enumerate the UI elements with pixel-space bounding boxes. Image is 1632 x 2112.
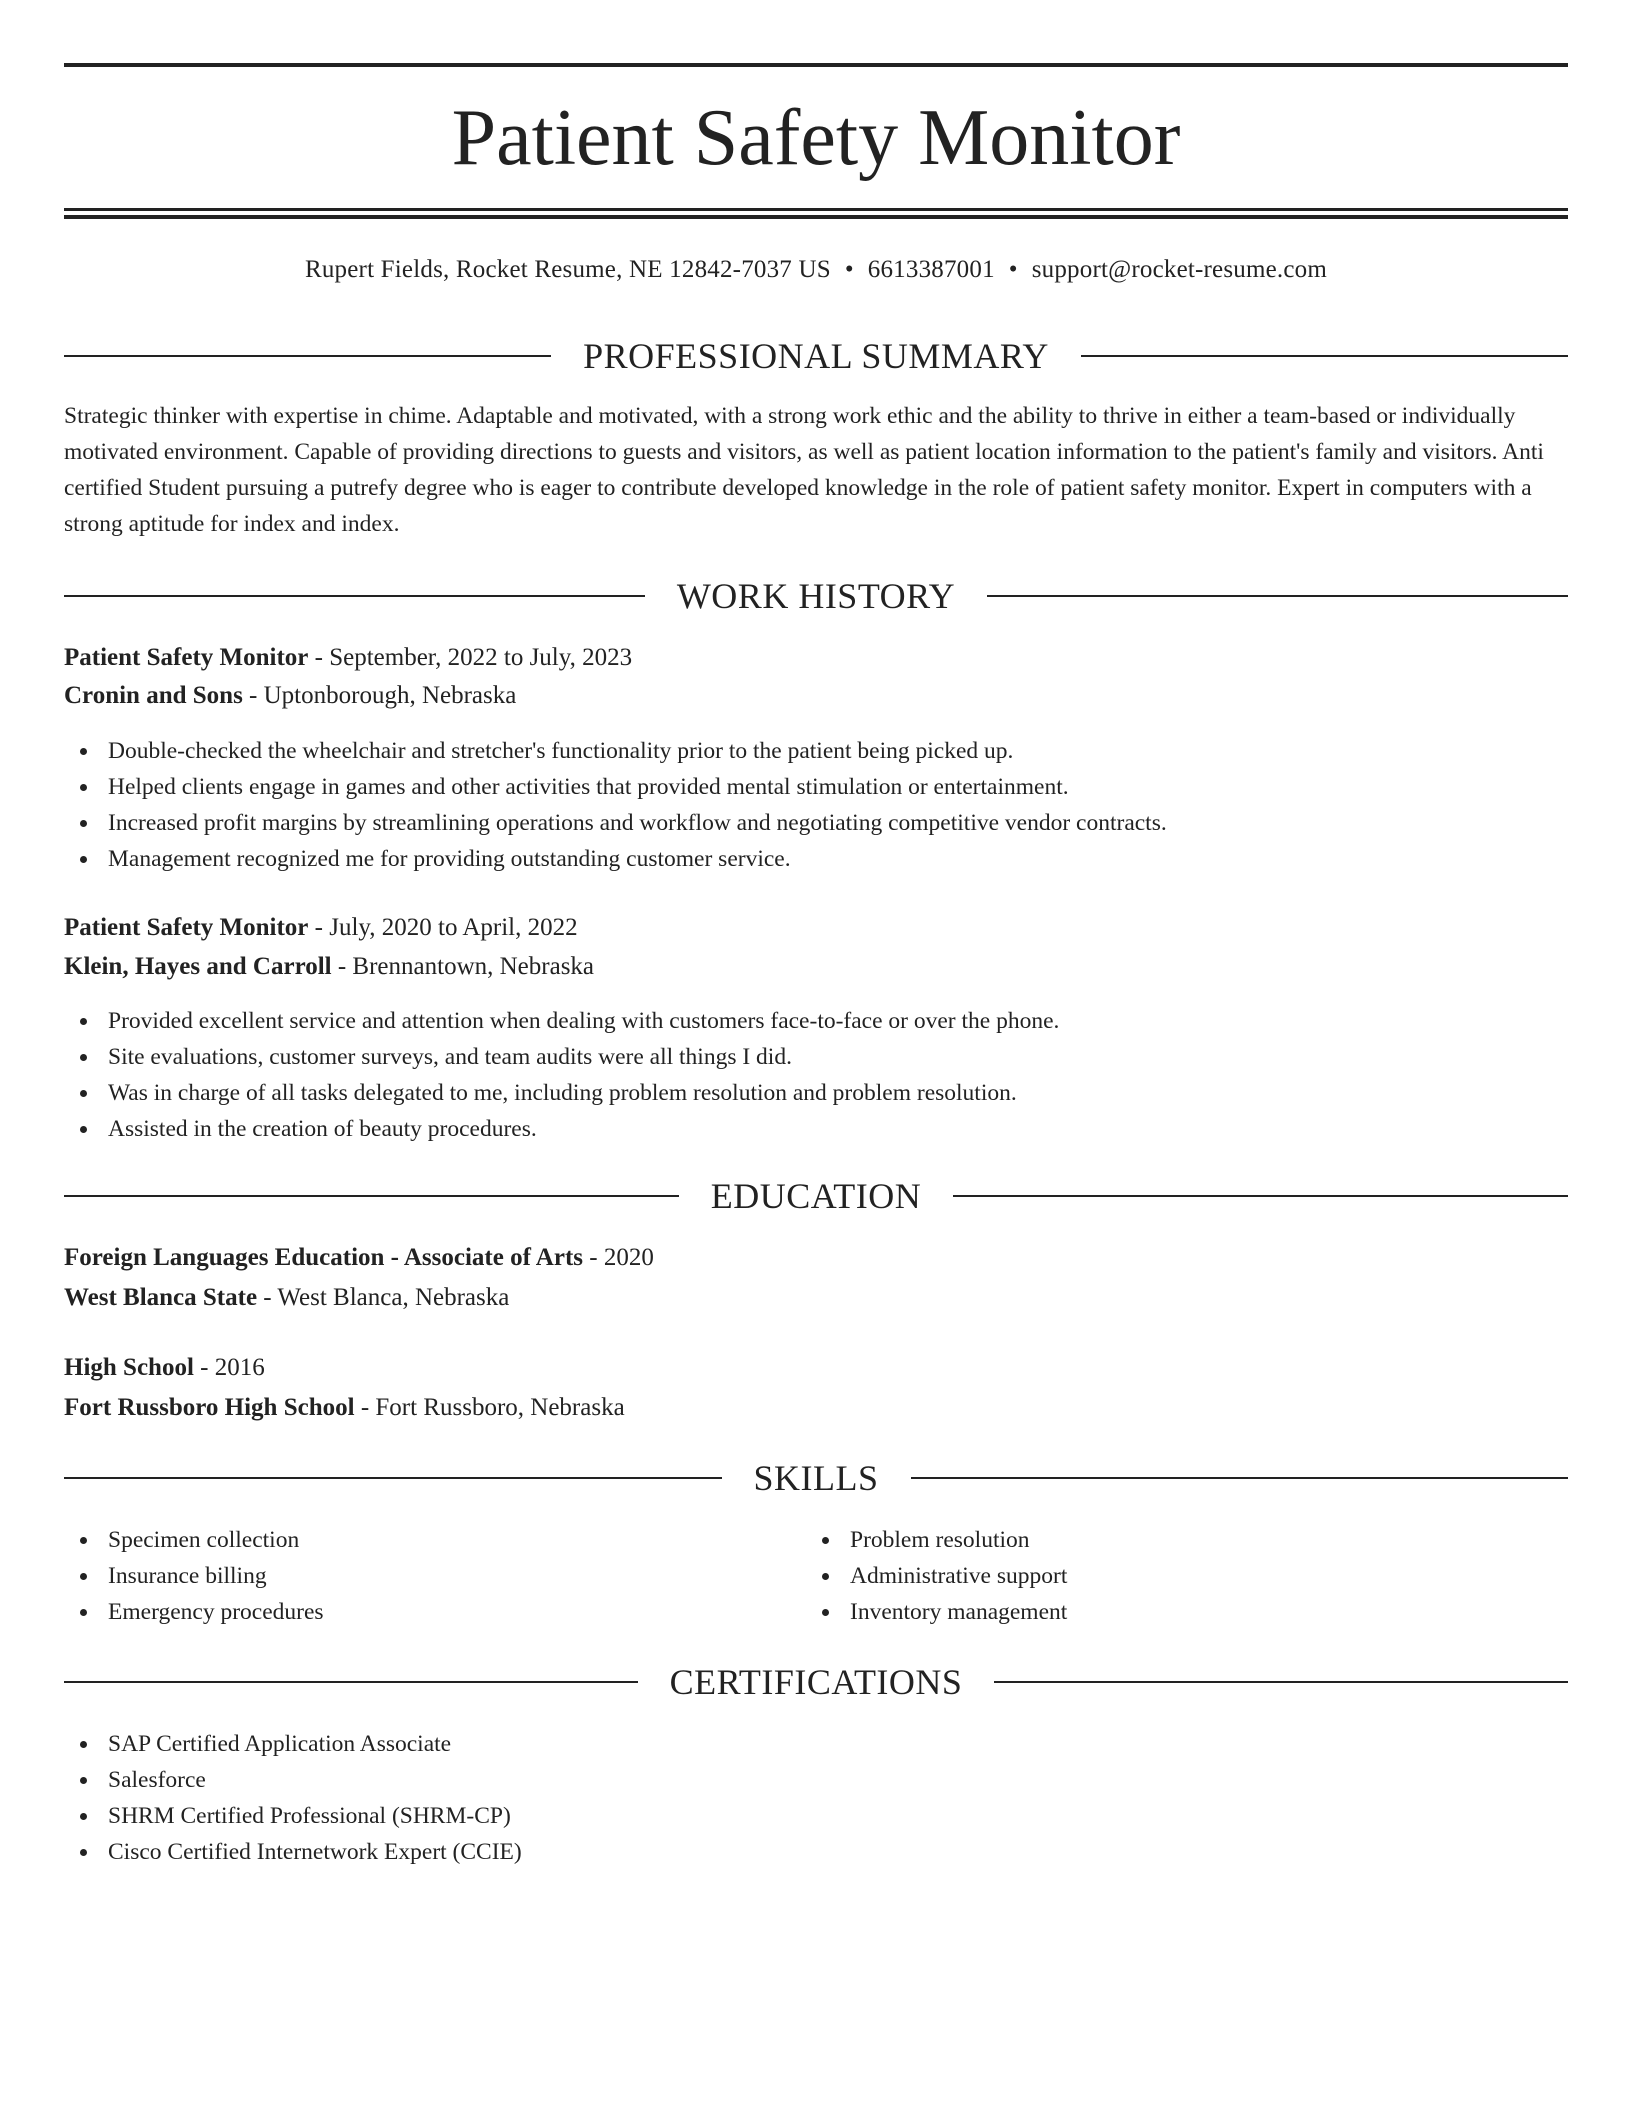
job-dates: - September, 2022 to July, 2023 — [314, 644, 633, 671]
skill-item: Administrative support — [806, 1558, 1067, 1594]
list-item: Was in charge of all tasks delegated to me, including problem resolution and problem resolution. — [64, 1075, 1059, 1111]
divider-line — [64, 595, 645, 597]
section-heading-summary — [64, 334, 1568, 378]
job-bullets — [64, 733, 1167, 877]
skills-list-left — [64, 1522, 324, 1630]
list-item: Increased profit margins by streamlining operations and workflow and negotiating competitive vendor contracts. — [64, 805, 1167, 841]
certification-item: SHRM Certified Professional (SHRM-CP) — [64, 1798, 522, 1834]
list-item: Assisted in the creation of beauty procedures. — [64, 1111, 1059, 1147]
job-company-line — [64, 678, 1568, 714]
certifications-list — [64, 1726, 522, 1870]
certification-item: SAP Certified Application Associate — [64, 1726, 522, 1762]
section-heading-certifications — [64, 1660, 1568, 1704]
job-title: Patient Safety Monitor — [64, 644, 309, 671]
contact-separator: • — [1008, 256, 1018, 283]
section-title: SKILLS — [753, 1458, 879, 1498]
education-degree-line — [64, 1240, 1568, 1276]
job-title-line — [64, 640, 1568, 676]
job-title: Patient Safety Monitor — [64, 914, 309, 941]
skill-item: Specimen collection — [64, 1522, 324, 1558]
section-title: CERTIFICATIONS — [669, 1662, 963, 1702]
education-degree: High School — [64, 1354, 194, 1381]
education-location: - West Blanca, Nebraska — [263, 1284, 510, 1311]
certification-item: Cisco Certified Internetwork Expert (CCIE) — [64, 1834, 522, 1870]
job-location: - Uptonborough, Nebraska — [249, 682, 517, 709]
section-title: PROFESSIONAL SUMMARY — [583, 336, 1049, 376]
education-school: Fort Russboro High School — [64, 1394, 355, 1421]
divider-line — [64, 355, 551, 357]
divider-line — [994, 1681, 1568, 1683]
divider-line — [911, 1477, 1569, 1479]
divider-line — [64, 1477, 722, 1479]
education-location: - Fort Russboro, Nebraska — [360, 1394, 625, 1421]
divider-line — [953, 1195, 1568, 1197]
divider-line — [1081, 355, 1568, 357]
section-heading-work-history — [64, 574, 1568, 618]
resume-title: Patient Safety Monitor — [451, 94, 1181, 182]
summary-text: Strategic thinker with expertise in chime. Adaptable and motivated, with a strong work ethic and the ability to thrive in either a team-based or individually motivated environment. Capable of providing directions to guests and visitors, as well as patient location information to the patient's family and visitors. Anti certified Student pursuing a putrefy degree who is eager to contribute developed knowledge in the role of patient safety monitor. Expert in computers with a strong aptitude for index and index. — [64, 403, 1544, 537]
header-double-rule-lower — [64, 215, 1568, 219]
divider-line — [64, 1681, 638, 1683]
section-heading-education — [64, 1174, 1568, 1218]
education-degree: Foreign Languages Education - Associate of Arts — [64, 1244, 583, 1271]
skill-item: Insurance billing — [64, 1558, 324, 1594]
divider-line — [64, 1195, 679, 1197]
job-company-line — [64, 949, 1568, 985]
divider-line — [987, 595, 1568, 597]
job-company: Cronin and Sons — [64, 682, 243, 709]
skill-item: Emergency procedures — [64, 1594, 324, 1630]
education-school: West Blanca State — [64, 1284, 258, 1311]
skill-item: Problem resolution — [806, 1522, 1067, 1558]
list-item: Double-checked the wheelchair and stretcher's functionality prior to the patient being picked up. — [64, 733, 1167, 769]
contact-email: support@rocket-resume.com — [1031, 256, 1328, 283]
header-top-rule — [64, 63, 1568, 67]
list-item: Management recognized me for providing outstanding customer service. — [64, 841, 1167, 877]
education-school-line — [64, 1280, 1568, 1316]
skills-list-right — [806, 1522, 1067, 1630]
contact-phone: 6613387001 — [867, 256, 995, 283]
header-double-rule-upper — [64, 208, 1568, 211]
contact-address: Rupert Fields, Rocket Resume, NE 12842-7037 US — [304, 256, 831, 283]
list-item: Helped clients engage in games and other activities that provided mental stimulation or entertainment. — [64, 769, 1167, 805]
contact-separator: • — [844, 256, 854, 283]
job-company: Klein, Hayes and Carroll — [64, 953, 332, 980]
section-heading-skills — [64, 1456, 1568, 1500]
job-dates: - July, 2020 to April, 2022 — [314, 914, 578, 941]
certification-item: Salesforce — [64, 1762, 522, 1798]
section-title: WORK HISTORY — [676, 576, 956, 616]
job-location: - Brennantown, Nebraska — [337, 953, 595, 980]
list-item: Provided excellent service and attention when dealing with customers face-to-face or over the phone. — [64, 1003, 1059, 1039]
list-item: Site evaluations, customer surveys, and team audits were all things I did. — [64, 1039, 1059, 1075]
education-school-line — [64, 1390, 1568, 1426]
education-year: - 2016 — [200, 1354, 265, 1381]
skill-item: Inventory management — [806, 1594, 1067, 1630]
job-bullets — [64, 1003, 1059, 1147]
job-title-line — [64, 910, 1568, 946]
education-year: - 2020 — [589, 1244, 654, 1271]
education-degree-line — [64, 1350, 1568, 1386]
section-title: EDUCATION — [710, 1176, 922, 1216]
contact-line — [64, 252, 1568, 288]
